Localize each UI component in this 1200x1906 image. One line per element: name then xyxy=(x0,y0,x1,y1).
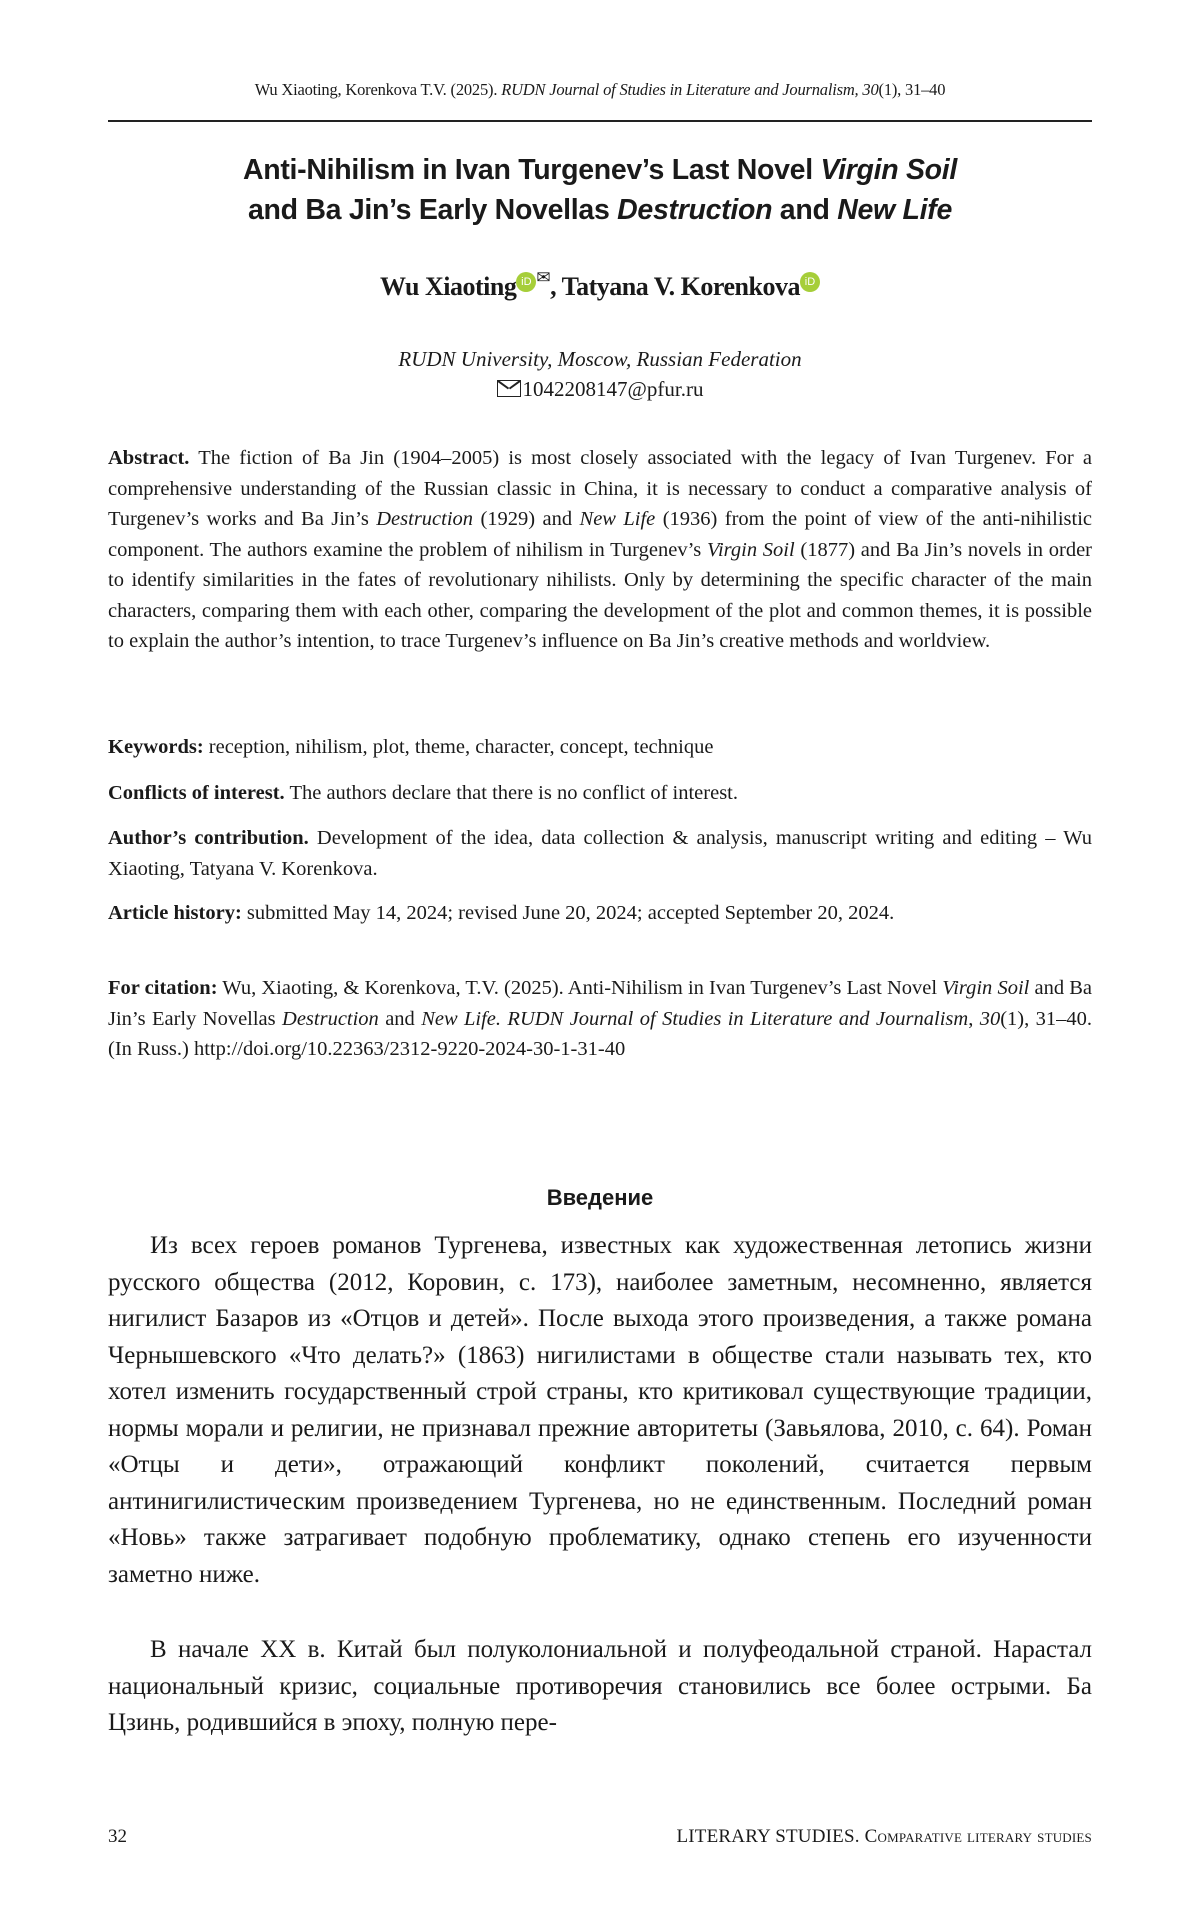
envelope-icon xyxy=(497,380,521,397)
orcid-icon[interactable]: iD xyxy=(516,272,536,292)
citation-italic: 30 xyxy=(979,1007,1001,1030)
running-head-journal: RUDN Journal of Studies in Literature and Journalism, xyxy=(501,80,859,99)
author-name-1[interactable]: Wu Xiaoting xyxy=(380,272,517,301)
conflicts-of-interest xyxy=(108,778,1092,809)
title-text: and xyxy=(772,194,838,226)
page-number: 32 xyxy=(108,1826,127,1847)
citation-text: Wu, Xiaoting, & Korenkova, T.V. (2025). Anti-Nihilism in Ivan Turgenev’s Last Novel xyxy=(217,977,943,999)
for-citation xyxy=(108,973,1092,1065)
citation-italic: Destruction xyxy=(282,1007,379,1030)
abstract-text: (1929) and xyxy=(473,508,580,530)
header-divider xyxy=(108,120,1092,122)
history-text: submitted May 14, 2024; revised June 20, 2024; accepted September 20, 2024. xyxy=(241,902,895,924)
abstract xyxy=(108,443,1092,657)
contribution-text: Development of the idea, data collection & analysis, manuscript writing and editing – Wu Xiaoting, Tatyana V. Korenkova. xyxy=(108,827,1092,880)
author-email-link[interactable]: 1042208147@pfur.ru xyxy=(522,377,704,401)
body-paragraph-2: В начале XX в. Китай был полуколониальной и полуфеодальной страной. Нарастал национальный кризис, социальные противоречия становились все более острыми. Ба Цзинь, родившийся в эпоху, полную пере- xyxy=(108,1636,1092,1736)
keywords xyxy=(108,732,1092,763)
title-text: and Ba Jin’s Early Novellas xyxy=(247,194,618,226)
contribution-label: Author’s contribution. xyxy=(108,827,309,849)
abstract-italic: Destruction xyxy=(376,508,474,530)
footer-section-title xyxy=(676,1826,1092,1848)
citation-text: and Ba Jin’s Early Novellas xyxy=(108,977,1093,1030)
running-head-volume: 30 xyxy=(862,80,879,99)
citation-text: , xyxy=(968,1007,980,1030)
conflicts-label: Conflicts of interest. xyxy=(108,782,285,804)
citation-text: and xyxy=(378,1007,422,1030)
abstract-text: (1877) and Ba Jin’s novels in order to identify similarities in the fates of revolutionary nihilists. Only by determining the specific character of the main characters, comparing them with each other, comparing the development of the plot and common themes, it is possible to explain the author’s intention, to trace Turgenev’s influence on Ba Jin’s creative methods and worldview. xyxy=(108,538,1093,652)
citation-label: For citation: xyxy=(108,977,218,999)
section-heading-introduction: Введение xyxy=(546,1185,654,1210)
citation-italic: New Life. RUDN Journal of Studies in Literature and Journalism xyxy=(421,1007,969,1030)
running-head-authors: Wu Xiaoting, Korenkova T.V. (2025). xyxy=(254,80,502,99)
keywords-text: reception, nihilism, plot, theme, character, concept, technique xyxy=(203,736,714,758)
author-contribution xyxy=(108,823,1092,884)
body-paragraph-1: Из всех героев романов Тургенева, известных как художественная летопись жизни русского общества (2012, Коровин, с. 173), наиболее заметным, несомненно, является нигилист Базаров из «Отцов и детей». После выхода этого произведения, а также романа Чернышевского «Что делать?» (1863) нигилистами в обществе стали называть тех, кто хотел изменить государственный строй страны, кто критиковал существующие традиции, нормы морали и религии, не признавал прежние авторитеты (Завьялова, 2010, с. 64). Роман «Отцы и дети», отражающий конфликт поколений, считается первым антинигилистическим произведением Тургенева, но не единственным. Последний роман «Новь» также затрагивает подобную проблематику, однако степень его изученности заметно ниже. xyxy=(108,1232,1092,1588)
history-label: Article history: xyxy=(108,902,242,924)
abstract-text: The fiction of Ba Jin (1904–2005) is most closely associated with the legacy of Ivan Turgenev. For a comprehensive understanding of the Russian classic in China, it is necessary to conduct a comparative analysis of Turgenev’s works and Ba Jin’s xyxy=(108,447,1092,530)
abstract-italic: Virgin Soil xyxy=(706,538,795,561)
title-line-2 xyxy=(108,190,1092,230)
title-text: Anti-Nihilism in Ivan Turgenev’s Last Novel xyxy=(242,154,821,186)
footer-section-caps: LITERARY STUDIES. xyxy=(676,1826,865,1847)
affiliation-university: RUDN University, Moscow, Russian Federation xyxy=(398,347,802,371)
orcid-icon[interactable]: iD xyxy=(800,272,820,292)
affiliation-email-line xyxy=(108,374,1092,404)
affiliation xyxy=(108,344,1092,404)
title-italic-virgin-soil: Virgin Soil xyxy=(820,154,958,186)
citation-doi-text[interactable]: (1), 31–40. (In Russ.) http://doi.org/10.22363/2312-9220-2024-30-1-31-40 xyxy=(108,1007,1092,1060)
abstract-label: Abstract. xyxy=(108,447,190,469)
keywords-label: Keywords: xyxy=(108,736,204,758)
title-italic-new-life: New Life xyxy=(837,194,952,226)
author-name-2[interactable]: Tatyana V. Korenkova xyxy=(561,272,800,301)
author-separator: , xyxy=(550,272,562,301)
article-title xyxy=(108,150,1092,230)
conflicts-text: The authors declare that there is no conflict of interest. xyxy=(284,782,738,804)
citation-italic: Virgin Soil xyxy=(942,977,1030,999)
title-italic-destruction: Destruction xyxy=(617,194,773,226)
footer-subsection: Comparative literary studies xyxy=(864,1826,1092,1847)
running-head-issue-pages: (1), 31–40 xyxy=(878,80,946,99)
envelope-icon: ✉ xyxy=(536,268,551,287)
title-line-1 xyxy=(108,150,1092,190)
abstract-italic: New Life xyxy=(579,508,656,530)
abstract-text: (1936) from the point of view of the anti-nihilistic component. The authors examine the problem of nihilism in Turgenev’s xyxy=(108,508,1092,561)
author-list xyxy=(108,268,1092,302)
article-history xyxy=(108,898,1092,929)
running-head xyxy=(108,80,1092,100)
